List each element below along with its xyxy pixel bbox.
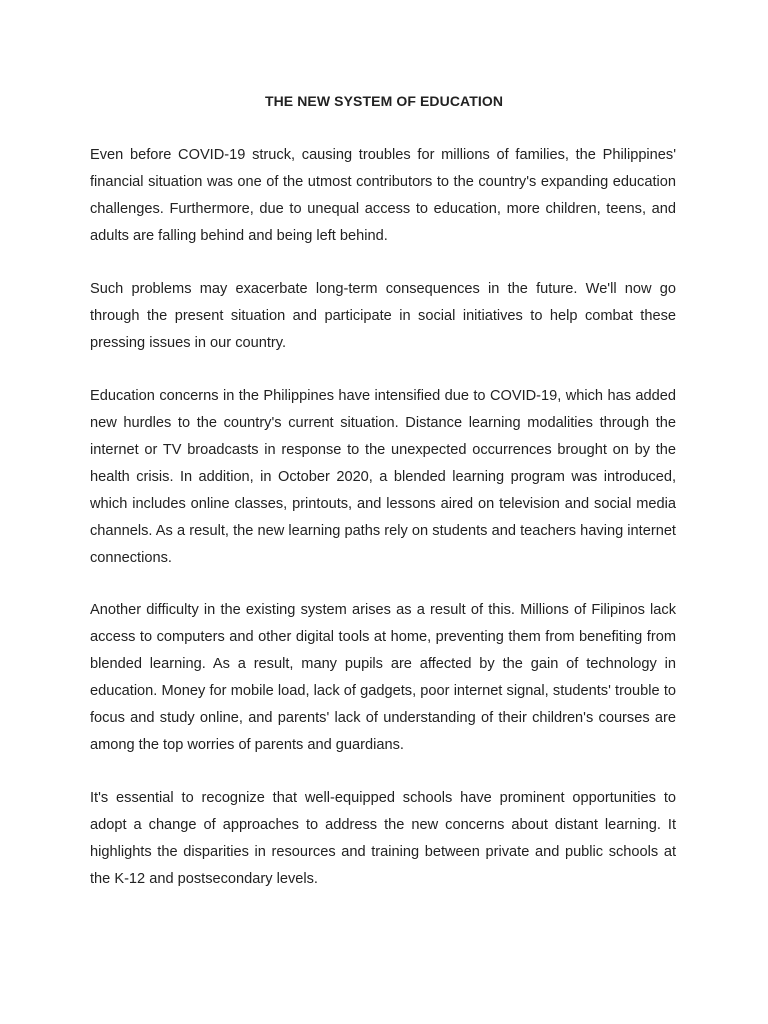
paragraph-5: It's essential to recognize that well-equipped schools have prominent opportunities to adopt a change of approaches to address the new concerns about distant learning. It highlights the disparities in resources and training between private and public schools at the K-12 and postsecondary levels.: [90, 790, 676, 887]
paragraph-3: Education concerns in the Philippines have intensified due to COVID-19, which has added new hurdles to the country's current situation. Distance learning modalities through the internet or TV broadcasts in response to the unexpected occurrences brought on by the health crisis. In addition, in October 2020, a blended learning program was introduced, which includes online classes, printouts, and lessons aired on television and social media channels. As a result, the new learning paths rely on students and teachers having internet connections.: [90, 388, 676, 566]
paragraph-1: Even before COVID-19 struck, causing troubles for millions of families, the Philippines' financial situation was one of the utmost contributors to the country's expanding education challenges. Furthermore, due to unequal access to education, more children, teens, and adults are falling behind and being left behind.: [90, 147, 676, 244]
document-title: THE NEW SYSTEM OF EDUCATION: [264, 93, 504, 109]
paragraph-2: Such problems may exacerbate long-term consequences in the future. We'll now go through the present situation and participate in social initiatives to help combat these pressing issues in our country.: [90, 281, 676, 351]
paragraph-4: Another difficulty in the existing system arises as a result of this. Millions of Filipinos lack access to computers and other digital tools at home, preventing them from benefiting from blended learning. As a result, many pupils are affected by the gain of technology in education. Money for mobile load, lack of gadgets, poor internet signal, students' trouble to focus and study online, and parents' lack of understanding of their children's courses are among the top worries of parents and guardians.: [90, 602, 676, 753]
